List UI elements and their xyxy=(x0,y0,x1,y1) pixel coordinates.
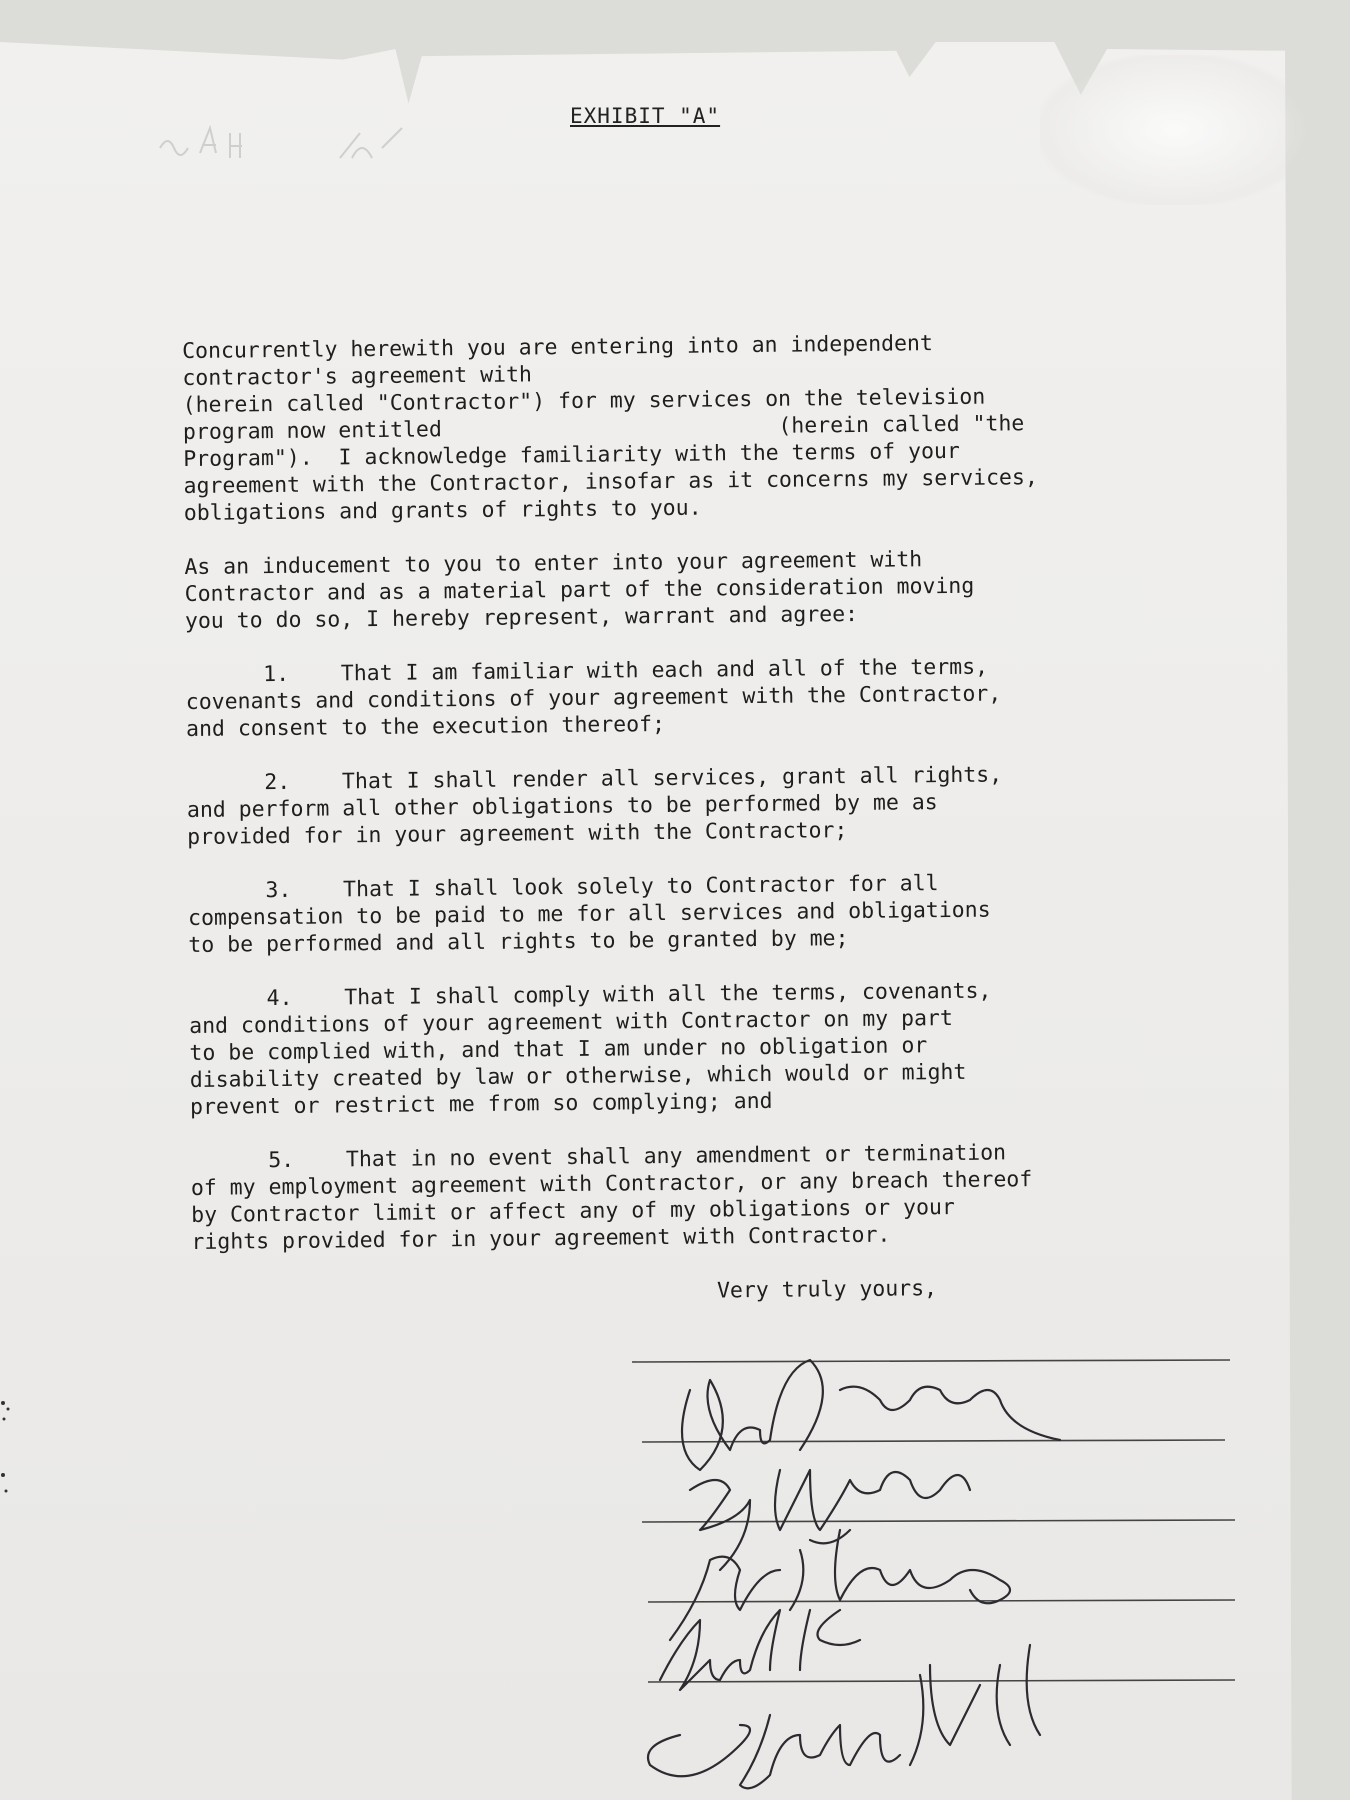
closing-salutation: Very truly yours, xyxy=(716,1276,938,1304)
faint-handwritten-mark xyxy=(150,118,430,178)
paper-crease xyxy=(1040,55,1310,205)
numbered-clause: 4. That I shall comply with all the terms, covenants, and conditions of your agreement with Contractor on my part to be complied with, and that I am under no obligation or disability created by law or otherwise, which would or might prevent or restrict me from so complying; and xyxy=(188,978,992,1120)
inducement-paragraph: As an inducement to you to enter into your agreement with Contractor and as a material part of the consideration moving you to do so, I hereby represent, warrant and agree: xyxy=(184,547,975,634)
signature-block xyxy=(620,1330,1240,1790)
numbered-clause: 1. That I am familiar with each and all of the terms, covenants and conditions of your agreement with the Contractor, and consent to the execution thereof; xyxy=(185,654,1002,742)
exhibit-title: EXHIBIT "A" xyxy=(570,104,721,128)
handwritten-signature xyxy=(690,1470,970,1570)
handwritten-signature xyxy=(682,1360,1060,1470)
paper-edge-marks xyxy=(0,1395,14,1505)
signature-line xyxy=(648,1680,1235,1682)
numbered-clause: 3. That I shall look solely to Contractor for all compensation to be paid to me for all services and obligations to be performed and all rights to be granted by me; xyxy=(187,871,991,958)
signature-line xyxy=(642,1520,1235,1522)
numbered-clause: 5. That in no event shall any amendment or termination of my employment agreement with Contractor, or any breach thereof by Contractor limit or affect any of my obligations or your rights provided for in your agreement with Contractor. xyxy=(190,1140,1033,1255)
signature-line xyxy=(642,1440,1225,1442)
numbered-clause: 2. That I shall render all services, grant all rights, and perform all other obligations to be performed by me as provided for in your agreement with the Contractor; xyxy=(186,762,1003,850)
intro-paragraph: Concurrently herewith you are entering into an independent contractor's agreement with (herein called "Contractor") for my services on the television program now entitled (herein called "the Program"). I acknowledge familiarity with the terms of your agreement with the Contractor, insofar as it concerns my services, obligations and grants of rights to you. xyxy=(182,331,1038,526)
agreement-body xyxy=(182,326,1312,1310)
signature-line xyxy=(632,1360,1230,1362)
handwritten-signature xyxy=(670,1530,1010,1640)
handwritten-signature xyxy=(648,1645,1040,1788)
signatures-svg xyxy=(620,1330,1240,1790)
handwritten-signature xyxy=(660,1610,860,1690)
